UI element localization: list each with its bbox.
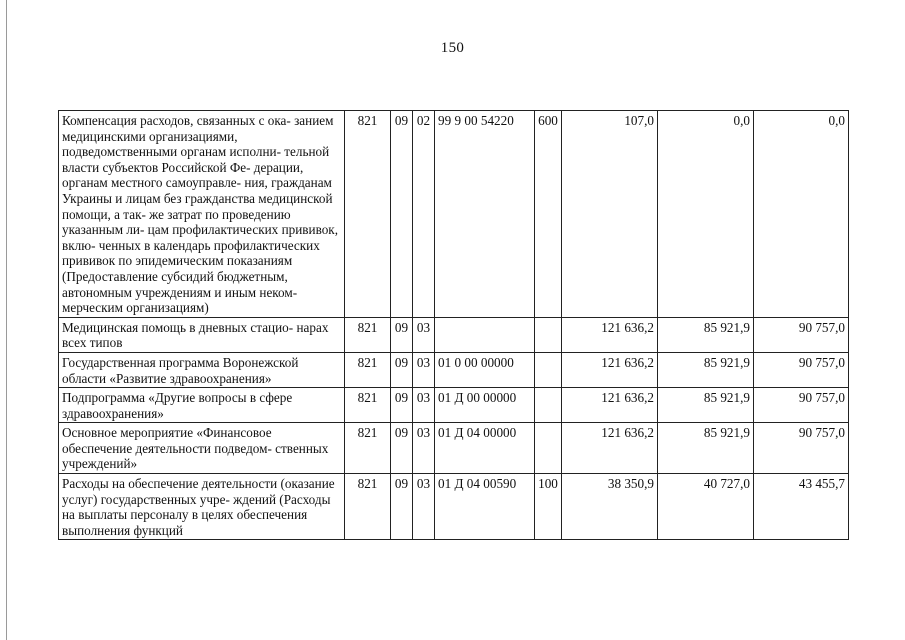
row-name: Расходы на обеспечение деятельности (оказание услуг) государственных учре- ждений (Расходы на выплаты персоналу в целях обеспечения выполнения функций [59,474,345,540]
amount-year-1: 121 636,2 [562,317,658,352]
section-code: 09 [391,474,413,540]
amount-year-3: 43 455,7 [754,474,849,540]
page-edge-line [6,0,7,640]
subsection-code: 03 [413,317,435,352]
subsection-code: 03 [413,474,435,540]
target-article-code: 01 0 00 00000 [435,352,535,387]
subsection-code: 03 [413,423,435,474]
subsection-code: 02 [413,111,435,318]
table-row [59,423,849,474]
amount-year-2: 85 921,9 [658,317,754,352]
expense-type-code [535,388,562,423]
amount-year-1: 121 636,2 [562,388,658,423]
target-article-code [435,317,535,352]
amount-year-2: 85 921,9 [658,423,754,474]
target-article-code: 01 Д 04 00590 [435,474,535,540]
amount-year-1: 38 350,9 [562,474,658,540]
section-code: 09 [391,317,413,352]
expense-type-code: 600 [535,111,562,318]
ministry-code: 821 [345,317,391,352]
amount-year-2: 85 921,9 [658,352,754,387]
row-name: Государственная программа Воронежской области «Развитие здравоохранения» [59,352,345,387]
amount-year-3: 0,0 [754,111,849,318]
target-article-code: 01 Д 04 00000 [435,423,535,474]
amount-year-1: 121 636,2 [562,423,658,474]
ministry-code: 821 [345,388,391,423]
table-row [59,388,849,423]
amount-year-1: 121 636,2 [562,352,658,387]
ministry-code: 821 [345,423,391,474]
table-row [59,111,849,318]
ministry-code: 821 [345,352,391,387]
section-code: 09 [391,352,413,387]
amount-year-2: 85 921,9 [658,388,754,423]
expense-type-code [535,317,562,352]
ministry-code: 821 [345,474,391,540]
amount-year-1: 107,0 [562,111,658,318]
section-code: 09 [391,111,413,318]
amount-year-3: 90 757,0 [754,317,849,352]
ministry-code: 821 [345,111,391,318]
target-article-code: 01 Д 00 00000 [435,388,535,423]
row-name: Медицинская помощь в дневных стацио- нарах всех типов [59,317,345,352]
amount-year-2: 40 727,0 [658,474,754,540]
amount-year-3: 90 757,0 [754,423,849,474]
table-row [59,317,849,352]
expense-type-code [535,352,562,387]
section-code: 09 [391,388,413,423]
row-name: Подпрограмма «Другие вопросы в сфере здравоохранения» [59,388,345,423]
table-row [59,352,849,387]
target-article-code: 99 9 00 54220 [435,111,535,318]
row-name: Основное мероприятие «Финансовое обеспечение деятельности подведом- ственных учреждений» [59,423,345,474]
table-row [59,474,849,540]
expense-type-code: 100 [535,474,562,540]
expense-type-code [535,423,562,474]
amount-year-2: 0,0 [658,111,754,318]
subsection-code: 03 [413,388,435,423]
amount-year-3: 90 757,0 [754,352,849,387]
row-name: Компенсация расходов, связанных с ока- занием медицинскими организациями, подведомственными органам исполни- тельной власти субъектов Российской Фе- дерации, органам местного самоуправле- ния, гражданам Украины и лицам без гражданства медицинской помощи, а так- же затрат по проведению указанным ли- цам профилактических прививок, вклю- ченных в календарь профилактических прививок по эпидемическим показаниям (Предоставление субсидий бюджетным, автономным учреждениям и иным неком- мерческим организациям) [59,111,345,318]
budget-table [58,110,849,540]
section-code: 09 [391,423,413,474]
page-number: 150 [440,40,465,56]
subsection-code: 03 [413,352,435,387]
amount-year-3: 90 757,0 [754,388,849,423]
